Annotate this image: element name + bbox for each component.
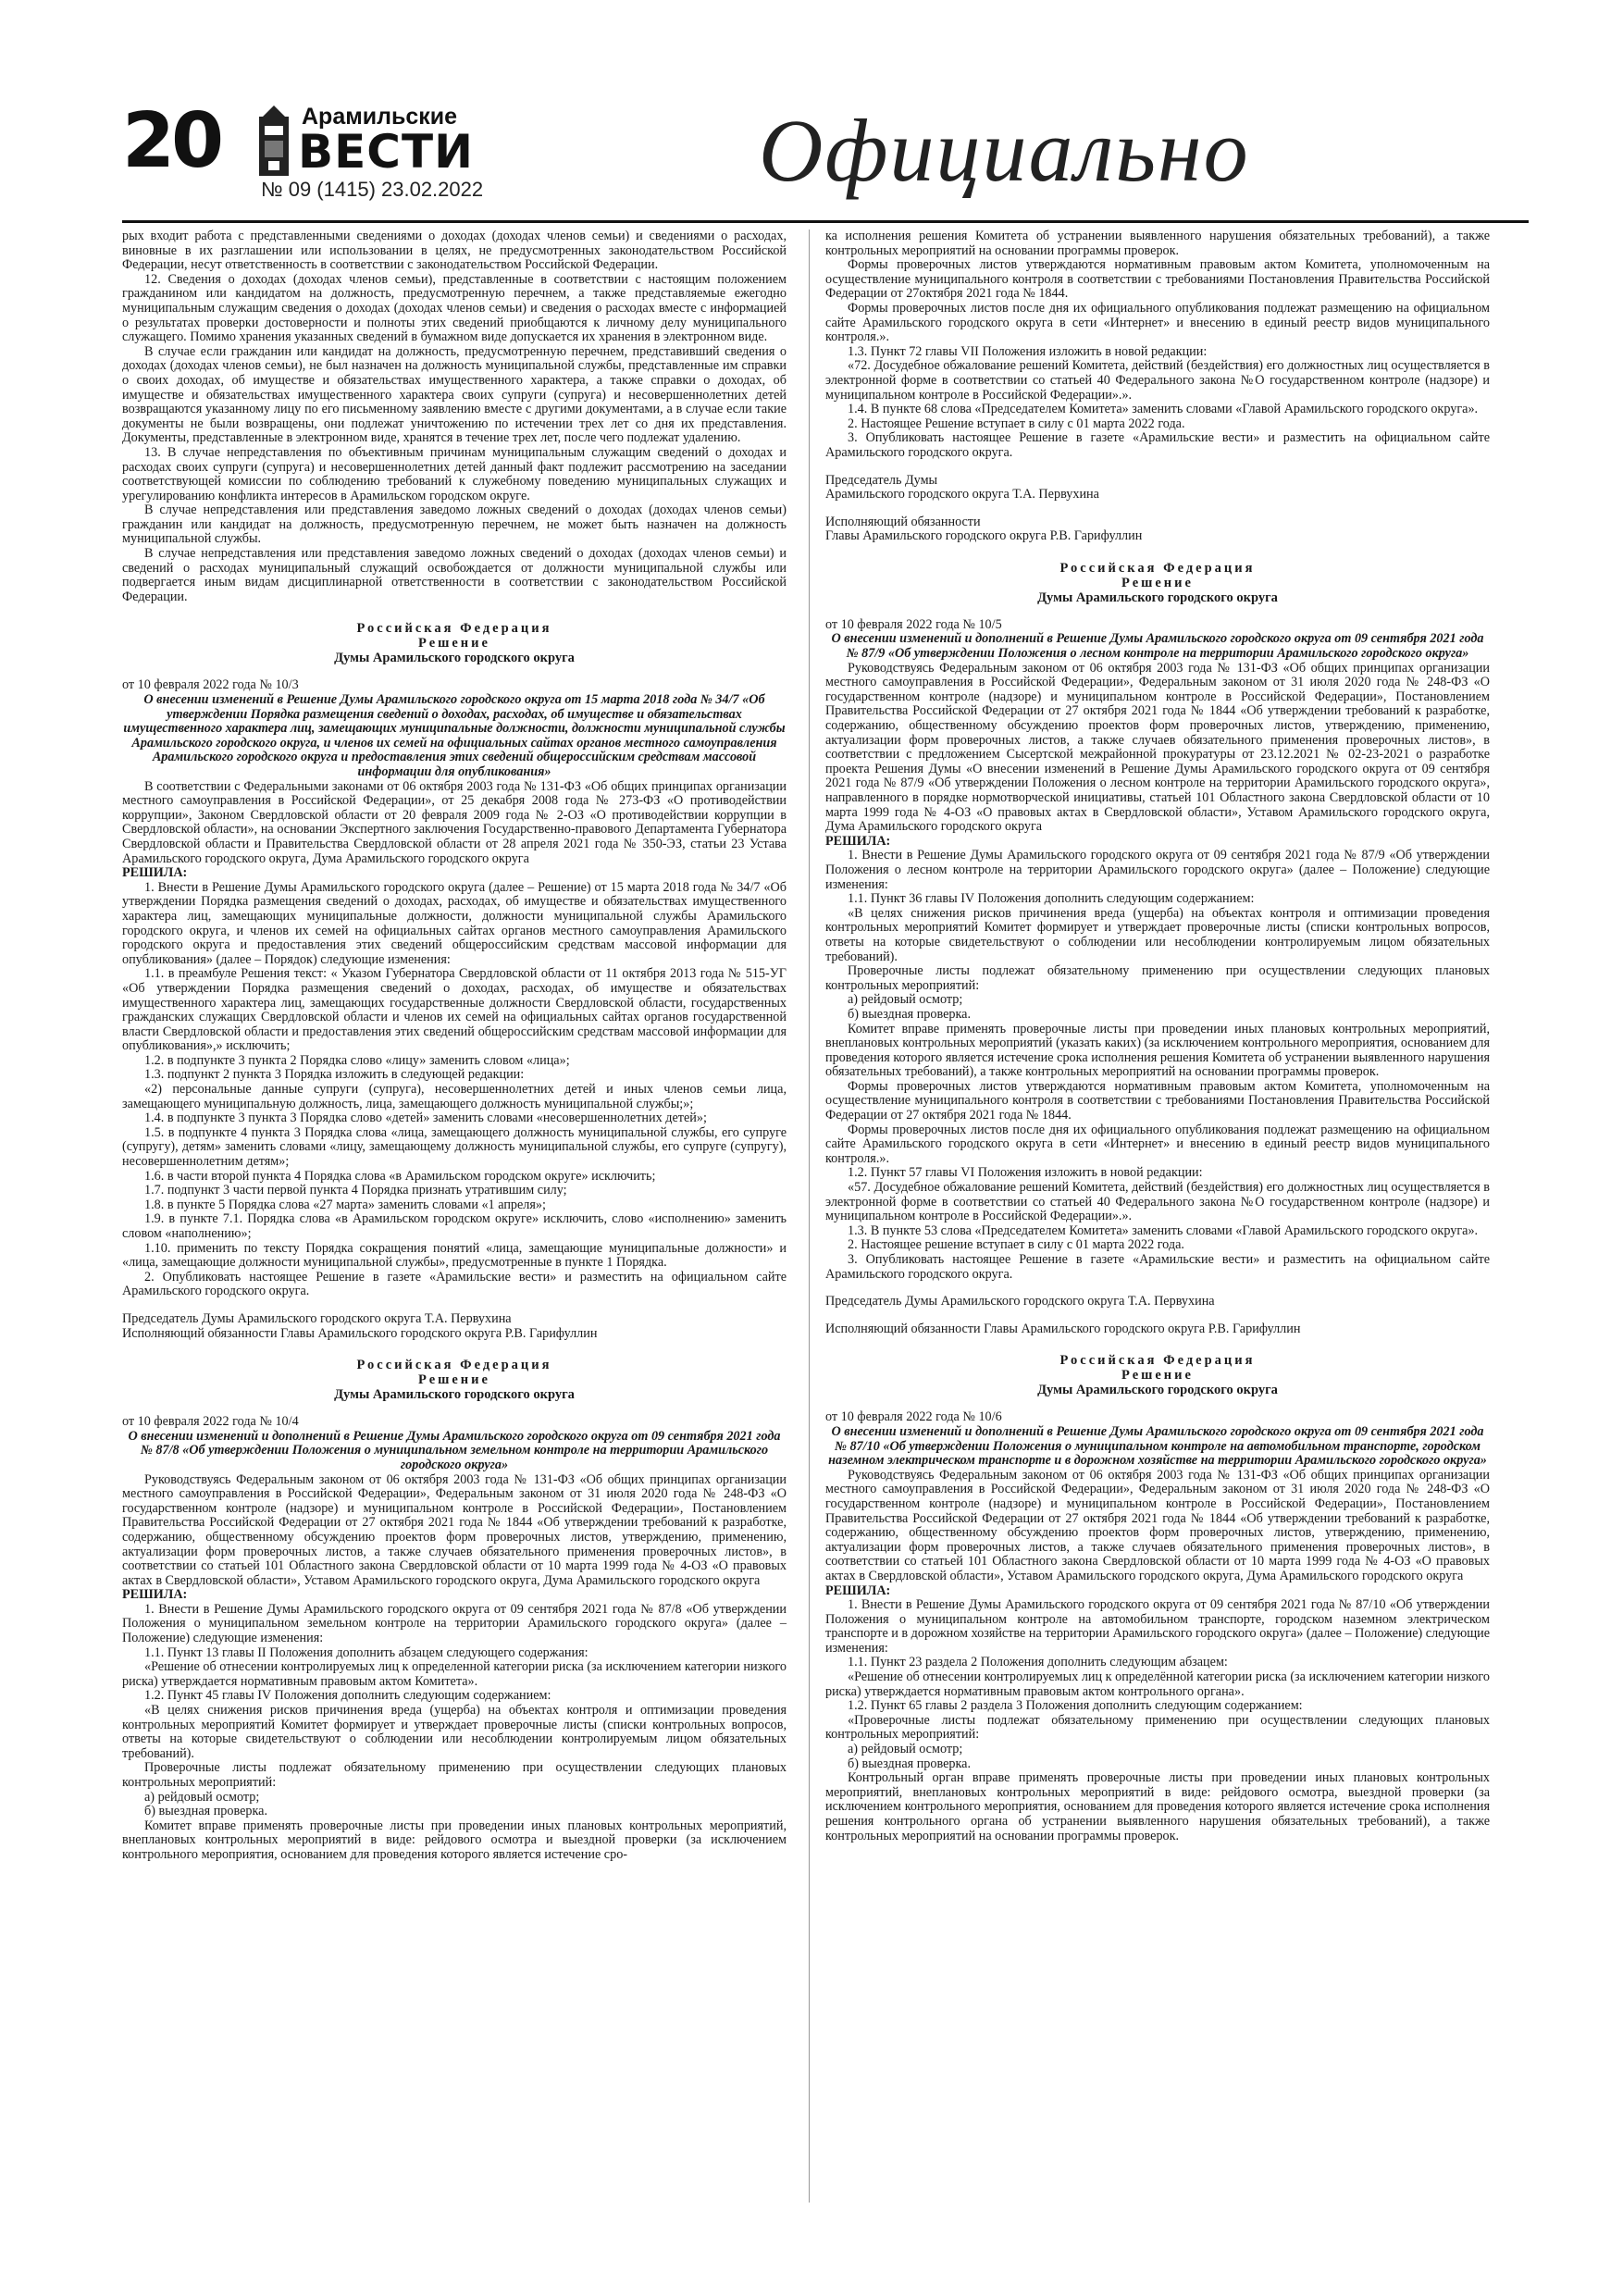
decision-item: а) рейдовый осмотр; bbox=[848, 1742, 963, 1757]
header-body: Думы Арамильского городского округа bbox=[1037, 1383, 1278, 1398]
header-country: Российская Федерация bbox=[356, 621, 552, 637]
header-body: Думы Арамильского городского округа bbox=[334, 1387, 575, 1403]
paragraph: ка исполнения решения Комитета об устранении выявленного нарушения обязательных требований), а также контрольных мероприятий на основании программы проверок. bbox=[825, 229, 1490, 258]
decision-item: а) рейдовый осмотр; bbox=[848, 992, 963, 1008]
decision-item: 1.2. в подпункте 3 пункта 2 Порядка слово «лицу» заменить словом «лица»; bbox=[144, 1052, 570, 1068]
left-column bbox=[122, 230, 787, 1863]
header-kind: Решение bbox=[1121, 1368, 1194, 1384]
decision-item: 1. Внести в Решение Думы Арамильского городского округа от 09 сентября 2021 года № 87/8 «Об утверждении Положения о муниципальном земельном контроле на территории Арамильского городского округа» (далее – Положение) следующие изменения: bbox=[122, 1601, 787, 1646]
decision-item: 1.1. в преамбуле Решения текст: « Указом Губернатора Свердловской области от 11 октября 2013 года № 515-УГ «Об утверждении Порядка размещения сведений о доходах, расходах, об имуществе и обязательствах имущественного характера лиц, замещающих государственные должности Свердловской области, государственных гражданских служащих Свердловской области и членов их семей на официальных сайтах органов государственной власти Свердловской области и предоставления этих сведений общероссийским средствам массовой информации для опубликования»,» исключить; bbox=[122, 966, 787, 1054]
newspaper-logo[interactable] bbox=[257, 100, 484, 185]
header-country: Российская Федерация bbox=[1059, 1353, 1256, 1369]
resolved-heading: РЕШИЛА: bbox=[122, 1587, 188, 1603]
decision-item: Формы проверочных листов после дня их официального опубликования подлежат размещению на официальном сайте Арамильского городского округа в сети «Интернет» и внесению в единый реестр видов муниципального контроля.». bbox=[825, 1122, 1490, 1166]
signature-chair: Председатель Думы Арамильского городского округа Т.А. Первухина bbox=[122, 1310, 512, 1326]
decision-title: О внесении изменений и дополнений в Решение Думы Арамильского городского округа от 09 сентября 2021 года № 87/8 «Об утверждении Положения о муниципальном земельном контроле на территории Арамильского городского округа» bbox=[128, 1428, 781, 1472]
decision-item: 1.2. Пункт 57 главы VI Положения изложить в новой редакции: bbox=[848, 1165, 1203, 1181]
decision-item: 1.2. Пункт 45 главы IV Положения дополнить следующим содержанием: bbox=[144, 1688, 551, 1704]
paragraph: В случае непредставления или представления заведомо ложных сведений о доходах (доходах членов семьи) гражданин или кандидат на должность, предусмотренную перечнем, не может быть назначен на должность муниципальной службы. bbox=[122, 503, 787, 547]
paragraph: Формы проверочных листов после дня их официального опубликования подлежат размещению на официальном сайте Арамильского городского округа в сети «Интернет» и внесению в единый реестр видов муниципального контроля.». bbox=[825, 300, 1490, 345]
logo-title-big: ВЕСТИ bbox=[298, 125, 474, 179]
paragraph: 13. В случае непредставления по объективным причинам муниципальным служащим сведений о доходах и расходах своих супруги (супруга) и несовершеннолетних детей данный факт подлежит рассмотрению на заседании соответствующей комиссии по соблюдению требований к служебному поведению муниципальных служащих и урегулированию конфликта интересов в Арамильском городском округе. bbox=[122, 444, 787, 503]
decision-item: 1. Внести в Решение Думы Арамильского городского округа от 09 сентября 2021 года № 87/9 «Об утверждении Положения о лесном контроле на территории Арамильского городского округа» (далее – Положение) следующие изменения: bbox=[825, 848, 1490, 892]
paragraph: «72. Досудебное обжалование решений Комитета, действий (бездействия) его должностных лиц осуществляется в электронной форме в соответствии со статьей 40 Федерального закона №О государственном контроле (надзоре) и муниципальном контроле в Российской Федерации».». bbox=[825, 358, 1490, 403]
decision-item: 2. Опубликовать настоящее Решение в газете «Арамильские вести» и разместить на официальном сайте Арамильского городского округа. bbox=[122, 1269, 787, 1299]
decision-item: Формы проверочных листов утверждаются нормативным правовым актом Комитета, уполномоченным на осуществление муниципального контроля в соответствии с требованиями Постановления Правительства Российской Федерации от 27 октября 2021 года № 1844. bbox=[825, 1078, 1490, 1123]
decision-item: «Проверочные листы подлежат обязательному применению при осуществлении следующих плановых контрольных мероприятий: bbox=[825, 1712, 1490, 1743]
masthead bbox=[0, 0, 1623, 231]
decision-item: 1.8. в пункте 5 Порядка слова «27 марта» заменить словами «1 апреля»; bbox=[144, 1197, 546, 1212]
decision-preamble: Руководствуясь Федеральным законом от 06 октября 2003 года № 131-ФЗ «Об общих принципах организации местного самоуправления в Российской Федерации», Федеральным законом от 31 июля 2020 года № 248-ФЗ «О государственном контроле (надзоре) и муниципальном контроле в Российской Федерации», Постановлением Правительства Российской Федерации от 27 октября 2021 года № 1844 «Об утверждении требований к разработке, содержанию, общественному обсуждению проектов форм проверочных листов, утверждению, применению, актуализации форм проверочных листов, а также случаев обязательного применения проверочных листов», в соответствии с предложением Сысертской межрайонной прокуратуры от 23.12.2021 № 02-23-2021 о разработке проекта Решения Думы «О внесении изменений в Решение Думы Арамильского городского округа от 09 сентября 2021 года № 87/9 «Об утверждении Положения о лесном контроле на территории Арамильского городского округа», направленного в порядке нормотворческой инициативы, статьей 101 Областного закона Свердловской области от 10 марта 1999 года № 4-ОЗ «О правовых актах в Свердловской области», Уставом Арамильского городского округа, Дума Арамильского городского округа bbox=[825, 660, 1490, 835]
decision-header bbox=[825, 1353, 1490, 1397]
header-kind: Решение bbox=[418, 636, 490, 652]
decision-date: от 10 февраля 2022 года № 10/5 bbox=[825, 616, 1002, 632]
decision-item: 1. Внести в Решение Думы Арамильского городского округа (далее – Решение) от 15 марта 2018 года № 34/7 «Об утверждении Порядка размещения сведений о доходах, расходах, об имуществе и обязательствах имущественного характера лиц, замещающих муниципальные должности, должности муниципальной службы Арамильского городского округа, и членов их семей на официальных сайтах органов местного самоуправления Арамильского городского округа и предоставления этих сведений общероссийским средствам массовой информации для опубликования» (далее – Порядок) следующие изменения: bbox=[122, 879, 787, 967]
section-title: Официально bbox=[759, 101, 1250, 200]
signature-head: Исполняющий обязанности Главы Арамильского городского округа Р.В. Гарифуллин bbox=[122, 1325, 598, 1341]
decision-preamble: В соответствии с Федеральными законами от 06 октября 2003 года № 131-ФЗ «Об общих принципах организации местного самоуправления в Российской Федерации», от 25 декабря 2008 года № 273-ФЗ «О противодействии коррупции», Законом Свердловской области от 20 февраля 2009 года № 2-ОЗ «О противодействии коррупции в Свердловской области», на основании Экспертного заключения Государственно-правового Департамента Губернатора Свердловской области и Правительства Свердловской области от 28 апреля 2021 года № 350-ЭЗ, статьи 23 Устава Арамильского городского округа, Дума Арамильского городского округа bbox=[122, 778, 787, 866]
right-column bbox=[825, 230, 1490, 1843]
decision-item: 3. Опубликовать настоящее Решение в газете «Арамильские вести» и разместить на официальном сайте Арамильского городского округа. bbox=[825, 1252, 1490, 1282]
crest-icon bbox=[257, 104, 291, 178]
decision-item: б) выездная проверка. bbox=[848, 1006, 972, 1022]
decision-header bbox=[122, 621, 787, 665]
logo-title-small: Арамильские bbox=[302, 104, 458, 130]
decision-header bbox=[122, 1358, 787, 1402]
decision-item: б) выездная проверка. bbox=[848, 1756, 972, 1771]
header-country: Российская Федерация bbox=[356, 1358, 552, 1373]
decision-item: 1. Внести в Решение Думы Арамильского городского округа от 09 сентября 2021 года № 87/10 «Об утверждении Положения о муниципальном контроле на автомобильном транспорте, городском наземном электрическом транспорте и в дорожном хозяйстве на территории Арамильского городского округа» (далее – Положение) следующие изменения: bbox=[825, 1597, 1491, 1656]
decision-item: 1.7. подпункт 3 части первой пункта 4 Порядка признать утратившим силу; bbox=[144, 1183, 567, 1198]
decision-item: Проверочные листы подлежат обязательному применению при осуществлении следующих плановых контрольных мероприятий: bbox=[122, 1760, 787, 1790]
signature-block bbox=[825, 1295, 1490, 1336]
decision-item: Комитет вправе применять проверочные листы при проведении иных плановых контрольных мероприятий, внеплановых контрольных мероприятий (указать каких) (за исключением контрольного мероприятия, основанием для проведения которого является истечение срока исполнения решения Комитета об устранении выявленного нарушения обязательных требований), а также контрольных мероприятий на основании программы проверок. bbox=[825, 1021, 1490, 1080]
decision-item: 1.6. в части второй пункта 4 Порядка слова «в Арамильском городском округе» исключить; bbox=[144, 1168, 656, 1184]
decision-date: от 10 февраля 2022 года № 10/4 bbox=[122, 1414, 299, 1430]
header-kind: Решение bbox=[418, 1372, 490, 1388]
decision-item: «57. Досудебное обжалование решений Комитета, действий (бездействия) его должностных лиц осуществляется в электронной форме в соответствии со статьей 40 Федерального закона №О государственном контроле (надзоре) и муниципальном контроле в Российской Федерации».». bbox=[825, 1180, 1490, 1224]
signature-chair: Председатель Думы Арамильского городского округа Т.А. Первухина bbox=[825, 1294, 1215, 1309]
decision-date: от 10 февраля 2022 года № 10/3 bbox=[122, 677, 299, 693]
signature-block bbox=[825, 474, 1490, 544]
decision-item: 1.10. применить по тексту Порядка сокращения понятий «лица, замещающие муниципальные должности» и «лица, замещающие должности муниципальной службы», предусмотренные в пункте 1 Порядка. bbox=[122, 1240, 787, 1271]
decision-item: б) выездная проверка. bbox=[144, 1804, 268, 1819]
paragraph: В случае если гражданин или кандидат на должность, предусмотренную перечнем, представивший сведения о доходах (доходах членов семьи), не был назначен на должность муниципальной службы, представленные им справки о своих доходах, об имуществе и обязательствах имущественного характера, а также справки о доходах, об имуществе и обязательствах имущественного характера своих супруги (супруга) и несовершеннолетних детей возвращаются указанному лицу по его письменному заявлению вместе с другими документами, а в случае если такие документы не были возвращены, они подлежат уничтожению по истечении трех лет со дня их представления. Документы, представленные в электронном виде, хранятся в течение трех лет, после чего подлежат удалению. bbox=[122, 343, 787, 446]
decision-item: 1.3. В пункте 53 слова «Председателем Комитета» заменить словами «Главой Арамильского городского округа». bbox=[848, 1222, 1479, 1238]
decision-item: 1.5. в подпункте 4 пункта 3 Порядка слова «лица, замещающего должность муниципальной службы, его супруге (супругу), детям» заменить словами «лицу, замещающему должность муниципальной службы, его супруге (супругу), несовершеннолетним детям»; bbox=[122, 1124, 787, 1170]
decision-item: а) рейдовый осмотр; bbox=[144, 1789, 260, 1805]
signature-block bbox=[122, 1312, 787, 1341]
resolved-heading: РЕШИЛА: bbox=[825, 1582, 891, 1598]
decision-item: 1.2. Пункт 65 главы 2 раздела 3 Положения дополнить следующим содержанием: bbox=[848, 1698, 1303, 1714]
paragraph: Формы проверочных листов утверждаются нормативным правовым актом Комитета, уполномоченным на осуществление муниципального контроля в соответствии с требованиями Постановления Правительства Российской Федерации от 27октября 2021 года № 1844. bbox=[825, 257, 1490, 302]
resolved-heading: РЕШИЛА: bbox=[122, 865, 188, 881]
paragraph: 1.3. Пункт 72 главы VII Положения изложить в новой редакции: bbox=[848, 343, 1208, 359]
header-rule bbox=[122, 220, 1529, 223]
header-body: Думы Арамильского городского округа bbox=[334, 651, 575, 666]
decision-item: «Решение об отнесении контролируемых лиц к определённой категории риска (за исключением категории низкого риска) утверждается нормативным правовым актом контрольного органа». bbox=[825, 1669, 1490, 1699]
header-body: Думы Арамильского городского округа bbox=[1037, 590, 1278, 605]
header-kind: Решение bbox=[1121, 575, 1194, 590]
decision-item: 1.4. в подпункте 3 пункта 3 Порядка слово «детей» заменить словами «несовершеннолетних детей»; bbox=[144, 1111, 707, 1126]
decision-item: «В целях снижения рисков причинения вреда (ущерба) на объектах контроля и оптимизации проведения контрольных мероприятий Комитет формирует и утверждает проверочные листы (списки контрольных вопросов, ответы на которые свидетельствуют о соблюдении или несоблюдении контролируемым лицом обязательных требований). bbox=[122, 1703, 787, 1761]
decision-title: О внесении изменений и дополнений в Решение Думы Арамильского городского округа от 09 сентября 2021 года № 87/10 «Об утверждении Положения о муниципальном контроле на автомобильном транспорте, городском наземном электрическом транспорте и в дорожном хозяйстве на территории Арамильского городского округа» bbox=[828, 1423, 1487, 1469]
signature-head-line2: Главы Арамильского городского округа Р.В. Гарифуллин bbox=[825, 528, 1143, 544]
decision-item: Комитет вправе применять проверочные листы при проведении иных плановых контрольных мероприятий, внеплановых контрольных мероприятий в виде: рейдового осмотра и выездной проверки (за исключением контрольного мероприятия, основанием для проведения которого является истечение сро- bbox=[122, 1818, 787, 1862]
paragraph: 3. Опубликовать настоящее Решение в газете «Арамильские вести» и разместить на официальном сайте Арамильского городского округа. bbox=[825, 430, 1490, 460]
resolved-heading: РЕШИЛА: bbox=[825, 833, 891, 849]
decision-item: «2) персональные данные супруги (супруга), несовершеннолетних детей и иных членов семьи лица, замещающего муниципальную должность, лица, замещающего должность муниципальной службы;»; bbox=[122, 1082, 787, 1111]
signature-head: Исполняющий обязанности Главы Арамильского городского округа Р.В. Гарифуллин bbox=[825, 1321, 1301, 1336]
decision-item: 1.9. в пункте 7.1. Порядка слова «в Арамильском городском округе» исключить, слово «исполнению» заменить словом «наполнению»; bbox=[122, 1211, 787, 1241]
decision-preamble: Руководствуясь Федеральным законом от 06 октября 2003 года № 131-ФЗ «Об общих принципах организации местного самоуправления в Российской Федерации», Федеральным законом от 31 июля 2020 года № 248-ФЗ «О государственном контроле (надзоре) и муниципальном контроле в Российской Федерации», Постановлением Правительства Российской Федерации от 27 октября 2021 года № 1844 «Об утверждении требований к разработке, содержанию, общественному обсуждению проектов форм проверочных листов, утверждению, применению, актуализации форм проверочных листов, а также случаев обязательного применения проверочных листов», в соответствии со статьей 101 Областного закона Свердловской области от 10 марта 1999 года № 4-ОЗ «О правовых актах в Свердловской области», Уставом Арамильского городского округа, Дума Арамильского городского округа bbox=[122, 1471, 787, 1588]
decision-title: О внесении изменений и дополнений в Решение Думы Арамильского городского округа от 09 сентября 2021 года № 87/9 «Об утверждении Положения о лесном контроле на территории Арамильского городского округа» bbox=[831, 631, 1484, 662]
decision-date: от 10 февраля 2022 года № 10/6 bbox=[825, 1409, 1002, 1425]
decision-preamble: Руководствуясь Федеральным законом от 06 октября 2003 года № 131-ФЗ «Об общих принципах организации местного самоуправления в Российской Федерации», Федеральным законом от 31 июля 2020 года № 248-ФЗ «О государственном контроле (надзоре) и муниципальном контроле в Российской Федерации», Постановлением Правительства Российской Федерации от 27 октября 2021 года № 1844 «Об утверждении требований к разработке, содержанию, общественному обсуждению проектов форм проверочных листов, утверждению, применению, актуализации форм проверочных листов, а также случаев обязательного применения проверочных листов», в соответствии со статьей 101 Областного закона Свердловской области от 10 марта 1999 года № 4-ОЗ «О правовых актах в Свердловской области», Уставом Арамильского городского округа, Дума Арамильского городского округа bbox=[825, 1467, 1490, 1583]
decision-header bbox=[825, 561, 1490, 605]
paragraph: 1.4. В пункте 68 слова «Председателем Комитета» заменить словами «Главой Арамильского городского округа». bbox=[848, 402, 1479, 417]
decision-item: 1.1. Пункт 13 главы II Положения дополнить абзацем следующего содержания: bbox=[144, 1644, 588, 1660]
decision-item: «В целях снижения рисков причинения вреда (ущерба) на объектах контроля и оптимизации проведения контрольных мероприятий Комитет формирует и утверждает проверочные листы (списки контрольных вопросов, ответы на которые свидетельствуют о соблюдении или несоблюдении контролируемым лицом обязательных требований). bbox=[825, 905, 1490, 964]
decision-item: 2. Настоящее решение вступает в силу с 01 марта 2022 года. bbox=[848, 1237, 1184, 1253]
signature-chair-line1: Председатель Думы bbox=[825, 472, 938, 488]
signature-head-line1: Исполняющий обязанности bbox=[825, 514, 981, 529]
paragraph: 2. Настоящее Решение вступает в силу с 01 марта 2022 года. bbox=[848, 416, 1185, 431]
issue-info: № 09 (1415) 23.02.2022 bbox=[261, 178, 484, 201]
header-country: Российская Федерация bbox=[1059, 560, 1256, 576]
column-divider bbox=[809, 230, 810, 2203]
signature-chair-line2: Арамильского городского округа Т.А. Первухина bbox=[825, 487, 1099, 503]
page-number: 20 bbox=[122, 97, 221, 185]
decision-title: О внесении изменений в Решение Думы Арамильского городского округа от 15 марта 2018 года № 34/7 «Об утверждении Порядка размещения сведений о доходах, расходах, об имуществе и обязательствах имущественного характера лиц, замещающих муниципальные должности, должности муниципальной службы Арамильского городского округа, и членов их семей на официальных сайтах органов местного самоуправления Арамильского городского округа и предоставления этих сведений общероссийским средствам массовой информации для опубликования» bbox=[123, 692, 786, 779]
decision-item: «Решение об отнесении контролируемых лиц к определенной категории риска (за исключением категории низкого риска) утверждается нормативным правовым актом Комитета». bbox=[122, 1659, 787, 1689]
paragraph: рых входит работа с представленными сведениями о доходах (доходах членов семьи) и сведениями о расходах, виновные в их разглашении или использовании в целях, не предусмотренных законодательством Российской Федерации, несут ответственность в соответствии с законодательством Российской Федерации. bbox=[122, 229, 787, 273]
decision-item: 1.1. Пункт 36 главы IV Положения дополнить следующим содержанием: bbox=[848, 891, 1255, 907]
paragraph: В случае непредставления или представления заведомо ложных сведений о доходах (доходах членов семьи) и сведений о расходах муниципальный служащий освобождается от должности муниципальной службы или подвергается иным видам дисциплинарной ответственности в соответствии с законодательством Российской Федерации. bbox=[122, 546, 787, 604]
decision-item: Проверочные листы подлежат обязательному применению при осуществлении следующих плановых контрольных мероприятий: bbox=[825, 963, 1490, 993]
paragraph: 12. Сведения о доходах (доходах членов семьи), представленные в соответствии с настоящим положением гражданином или кандидатом на должность, предусмотренную перечнем, а также представляемые ежегодно муниципальным служащим сведения о доходах (доходах членов семьи) и сведения о расходах вместе с информацией о результатах проверки достоверности и полноты этих сведений приобщаются к личному делу муниципального служащего. Помимо хранения указанных сведений в бумажном виде допускается их хранения в электронном виде. bbox=[122, 271, 787, 345]
decision-item: Контрольный орган вправе применять проверочные листы при проведении иных плановых контрольных мероприятий, внеплановых контрольных мероприятий в виде: рейдового осмотра, выездной проверки (за исключением контрольного мероприятия, основанием для проведения которого является истечение срока исполнения решения контрольного органа об устранении выявленного нарушения обязательных требований), а также контрольных мероприятий на основании программы проверок. bbox=[825, 1770, 1490, 1843]
decision-item: 1.1. Пункт 23 раздела 2 Положения дополнить следующим абзацем: bbox=[848, 1655, 1228, 1670]
decision-item: 1.3. подпункт 2 пункта 3 Порядка изложить в следующей редакции: bbox=[144, 1067, 525, 1083]
